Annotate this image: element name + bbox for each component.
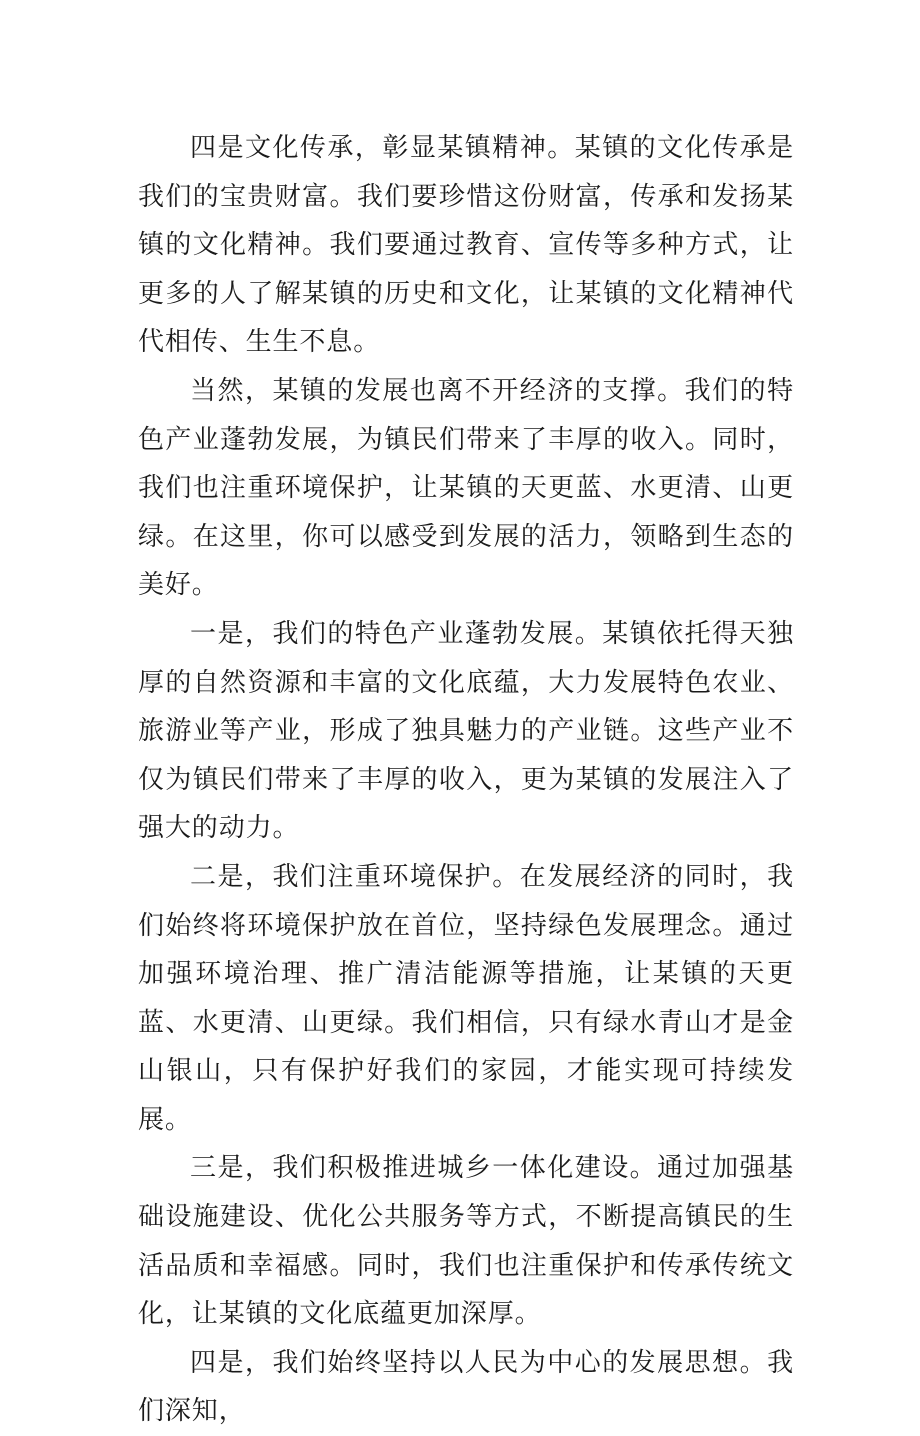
paragraph-5: 三是，我们积极推进城乡一体化建设。通过加强基础设施建设、优化公共服务等方式，不断提高镇民的生活品质和幸福感。同时，我们也注重保护和传承传统文化，让某镇的文化底蕴更加深厚。 xyxy=(138,1153,794,1330)
paragraph-2: 当然，某镇的发展也离不开经济的支撑。我们的特色产业蓬勃发展，为镇民们带来了丰厚的收入。同时，我们也注重环境保护，让某镇的天更蓝、水更清、山更绿。在这里，你可以感受到发展的活力，领略到生态的美好。 xyxy=(138,375,794,601)
paragraph-4: 二是，我们注重环境保护。在发展经济的同时，我们始终将环境保护放在首位，坚持绿色发展理念。通过加强环境治理、推广清洁能源等措施，让某镇的天更蓝、水更清、山更绿。我们相信，只有绿水青山才是金山银山，只有保护好我们的家园，才能实现可持续发展。 xyxy=(138,861,794,1135)
paragraph-1: 四是文化传承，彰显某镇精神。某镇的文化传承是我们的宝贵财富。我们要珍惜这份财富，传承和发扬某镇的文化精神。我们要通过教育、宣传等多种方式，让更多的人了解某镇的历史和文化，让某镇的文化精神代代相传、生生不息。 xyxy=(138,133,794,358)
paragraph-6: 四是，我们始终坚持以人民为中心的发展思想。我们深知， xyxy=(138,1347,794,1427)
document-body xyxy=(138,124,794,1436)
paragraph-3: 一是，我们的特色产业蓬勃发展。某镇依托得天独厚的自然资源和丰富的文化底蕴，大力发展特色农业、旅游业等产业，形成了独具魅力的产业链。这些产业不仅为镇民们带来了丰厚的收入，更为某镇的发展注入了强大的动力。 xyxy=(138,618,794,844)
